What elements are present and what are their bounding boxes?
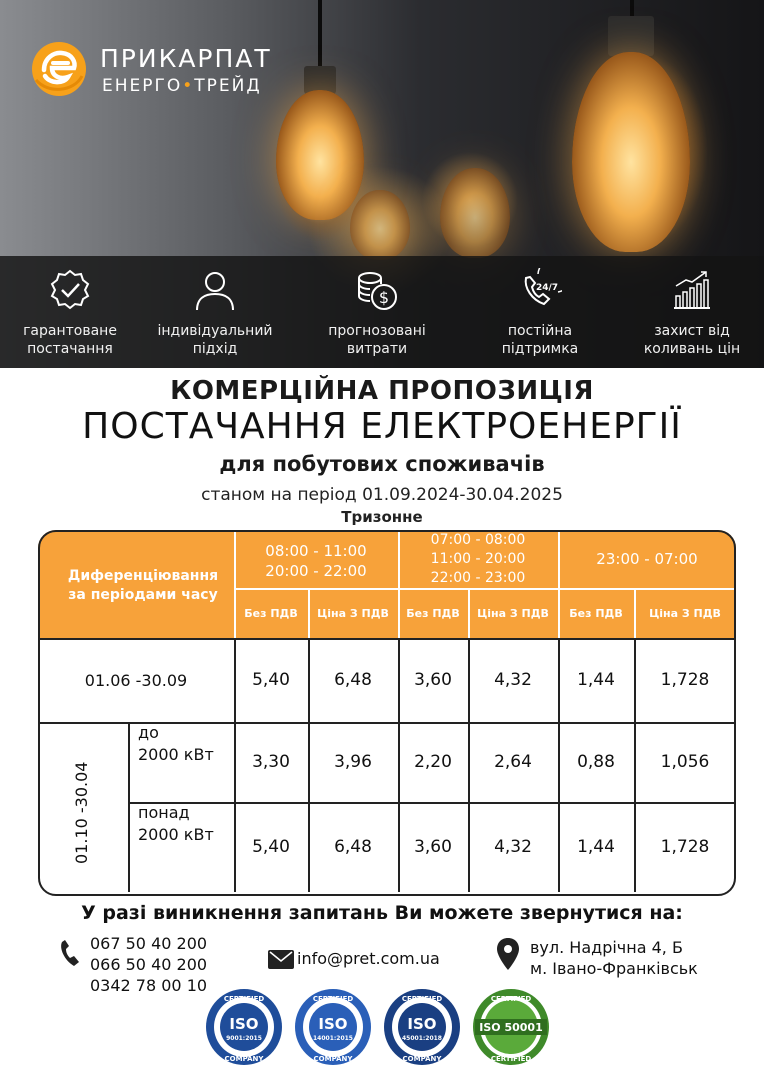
tariff-table bbox=[38, 530, 736, 896]
table-cell: 3,96 bbox=[334, 752, 372, 772]
light-bulb-blurred bbox=[440, 168, 510, 258]
feature-label bbox=[622, 322, 762, 358]
iso-9001-badge-icon bbox=[204, 987, 284, 1067]
phone-list bbox=[90, 933, 207, 996]
phone-number[interactable]: 066 50 40 200 bbox=[90, 955, 208, 974]
cert-bottom-text: COMPANY bbox=[402, 1055, 442, 1063]
feature-label bbox=[307, 322, 447, 358]
feature-price-protection bbox=[622, 256, 762, 368]
contacts-heading: У разі виникнення запитань Ви можете звернутися на: bbox=[81, 902, 683, 924]
feature-label-line1: прогнозовані bbox=[328, 323, 426, 339]
table-cell: 4,32 bbox=[494, 837, 532, 857]
brand-separator-dot: • bbox=[182, 76, 195, 96]
cert-number-text: 45001:2018 bbox=[402, 1035, 442, 1042]
offer-period: станом на період 01.09.2024-30.04.2025 bbox=[201, 485, 563, 505]
cert-mid-text: ISO 50001 bbox=[479, 1021, 543, 1034]
feature-label-line2: підхід bbox=[192, 341, 238, 357]
email-link[interactable]: info@pret.com.ua bbox=[297, 949, 440, 968]
col-header-with-vat: Ціна З ПДВ bbox=[649, 606, 721, 620]
cert-mid-text: ISO bbox=[229, 1015, 259, 1033]
table-cell: 5,40 bbox=[252, 670, 290, 690]
feature-label bbox=[145, 322, 285, 358]
bulb-cord bbox=[318, 0, 322, 70]
period-line: 22:00 - 23:00 bbox=[430, 569, 526, 586]
light-bulb bbox=[572, 52, 690, 252]
iso-45001-badge-icon bbox=[382, 987, 462, 1067]
feature-predictable-costs bbox=[307, 256, 447, 368]
offer-title: ПОСТАЧАННЯ ЕЛЕКТРОЕНЕРГІЇ bbox=[82, 406, 682, 447]
cert-top-text: CERTIFIED bbox=[223, 995, 265, 1003]
col-header-with-vat: Ціна З ПДВ bbox=[477, 606, 549, 620]
period-line: 07:00 - 08:00 bbox=[430, 531, 526, 548]
cert-mid-text: ISO bbox=[318, 1015, 348, 1033]
brand-name-line2 bbox=[102, 76, 262, 96]
tier-line2: 2000 кВт bbox=[138, 825, 214, 844]
table-border bbox=[38, 530, 736, 896]
phone-number[interactable]: 067 50 40 200 bbox=[90, 934, 208, 953]
period-line: 20:00 - 22:00 bbox=[265, 562, 367, 580]
cert-top-text: CERTIFIED bbox=[312, 995, 354, 1003]
address-street: вул. Надрічна 4, Б bbox=[530, 938, 683, 957]
period-line: 23:00 - 07:00 bbox=[596, 550, 698, 568]
corner-line1: Диференціювання bbox=[67, 568, 219, 584]
summer-period-label: 01.06 -30.09 bbox=[84, 670, 188, 690]
feature-label-line2: підтримка bbox=[501, 341, 579, 357]
phone-icon bbox=[58, 940, 82, 968]
feature-label-line1: гарантоване bbox=[23, 323, 117, 339]
brand-logo bbox=[30, 40, 290, 102]
feature-individual-approach bbox=[145, 256, 285, 368]
period-line: 11:00 - 20:00 bbox=[430, 550, 526, 567]
col-header-no-vat: Без ПДВ bbox=[406, 606, 460, 620]
brand-name-line1: ПРИКАРПАТ bbox=[100, 44, 272, 73]
feature-label bbox=[0, 322, 144, 358]
tier-line2: 2000 кВт bbox=[138, 745, 214, 764]
table-cell: 3,60 bbox=[414, 837, 452, 857]
table-cell: 1,728 bbox=[660, 837, 710, 857]
brand-word-energo: ЕНЕРГО bbox=[102, 76, 183, 96]
table-cell: 1,44 bbox=[577, 837, 615, 857]
feature-label bbox=[470, 322, 610, 358]
table-cell: 0,88 bbox=[577, 752, 615, 772]
table-cell: 3,60 bbox=[414, 670, 452, 690]
table-cell: 2,64 bbox=[494, 752, 532, 772]
tier-line1: до bbox=[138, 723, 159, 742]
offer-heading: КОМЕРЦІЙНА ПРОПОЗИЦІЯ bbox=[170, 376, 594, 406]
iso-14001-badge-icon bbox=[293, 987, 373, 1067]
hero-banner bbox=[0, 0, 764, 368]
phone-number[interactable]: 0342 78 00 10 bbox=[90, 976, 208, 995]
location-pin-icon bbox=[497, 938, 519, 970]
cert-bottom-text: CERTIFIED bbox=[490, 1055, 532, 1063]
feature-label-line1: індивідуальний bbox=[157, 323, 273, 339]
cert-bottom-text: COMPANY bbox=[313, 1055, 353, 1063]
col-header-no-vat: Без ПДВ bbox=[569, 606, 623, 620]
col-header-no-vat: Без ПДВ bbox=[244, 606, 298, 620]
table-cell: 4,32 bbox=[494, 670, 532, 690]
feature-guaranteed-supply bbox=[0, 256, 140, 368]
feature-label-line1: захист від bbox=[654, 323, 730, 339]
tariff-type: Тризонне bbox=[341, 508, 423, 526]
feature-label-line2: витрати bbox=[346, 341, 408, 357]
cert-mid-text: ISO bbox=[407, 1015, 437, 1033]
light-bulb-blurred bbox=[350, 190, 410, 260]
offer-subtitle: для побутових споживачів bbox=[219, 452, 545, 476]
period-line: 08:00 - 11:00 bbox=[265, 542, 367, 560]
cert-top-text: CERTIFIED bbox=[490, 995, 532, 1003]
coins-icon bbox=[355, 268, 399, 312]
envelope-icon bbox=[268, 950, 294, 969]
corner-line2: за періодами часу bbox=[68, 587, 218, 603]
address-city: м. Івано-Франківськ bbox=[530, 959, 698, 978]
cert-top-text: CERTIFIED bbox=[401, 995, 443, 1003]
bulb-cap bbox=[608, 16, 654, 56]
table-cell: 3,30 bbox=[252, 752, 290, 772]
feature-label-line2: коливань цін bbox=[643, 341, 741, 357]
tier-line1: понад bbox=[138, 803, 190, 822]
svg-text:24/7: 24/7 bbox=[535, 283, 559, 293]
table-cell: 6,48 bbox=[334, 837, 372, 857]
features-strip bbox=[0, 256, 764, 368]
svg-text:$: $ bbox=[378, 288, 390, 307]
phone-24-7-icon bbox=[518, 268, 562, 312]
table-cell: 1,728 bbox=[660, 670, 710, 690]
iso-50001-badge-icon bbox=[471, 987, 551, 1067]
feature-label-line2: постачання bbox=[27, 341, 113, 357]
light-bulb bbox=[276, 90, 364, 220]
person-icon bbox=[193, 268, 237, 312]
table-cell: 6,48 bbox=[334, 670, 372, 690]
address bbox=[530, 937, 698, 979]
feature-label-line1: постійна bbox=[507, 323, 573, 339]
feature-constant-support bbox=[470, 256, 610, 368]
cert-bottom-text: COMPANY bbox=[224, 1055, 264, 1063]
table-cell: 2,20 bbox=[414, 752, 452, 772]
brand-word-treid: ТРЕЙД bbox=[194, 76, 262, 96]
logo-e-icon bbox=[30, 40, 88, 98]
col-header-with-vat: Ціна З ПДВ bbox=[317, 606, 389, 620]
growth-chart-icon bbox=[670, 268, 714, 312]
cert-number-text: 9001:2015 bbox=[226, 1035, 262, 1042]
winter-period-label: 01.10 -30.04 bbox=[72, 761, 91, 864]
badge-check-icon bbox=[48, 268, 92, 312]
cert-number-text: 14001:2015 bbox=[313, 1035, 353, 1042]
table-cell: 5,40 bbox=[252, 837, 290, 857]
table-cell: 1,056 bbox=[660, 752, 710, 772]
table-cell: 1,44 bbox=[577, 670, 615, 690]
